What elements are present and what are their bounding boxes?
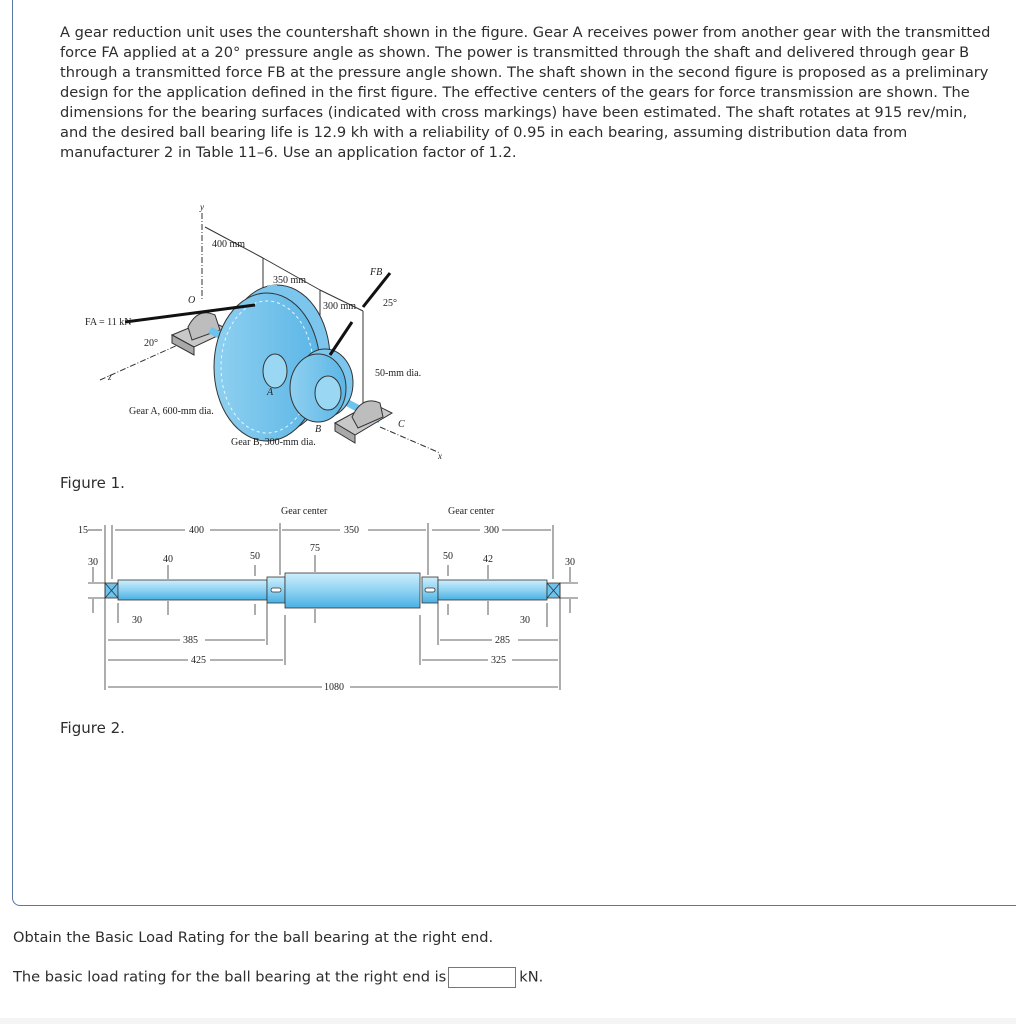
- dim-300: 300: [484, 525, 499, 536]
- gear-b-label: Gear B, 300-mm dia.: [231, 437, 316, 448]
- origin-label: O: [188, 295, 196, 306]
- gear-center-b-label: Gear center: [448, 506, 495, 517]
- dim-425: 425: [191, 655, 206, 666]
- dia-40: 40: [163, 554, 173, 565]
- dia-75: 75: [310, 543, 320, 554]
- dim-350: 350: [344, 525, 359, 536]
- shaft-section-75: [285, 573, 420, 608]
- dim-1080: 1080: [324, 682, 344, 693]
- figure-2-caption: Figure 2.: [60, 719, 125, 737]
- dia-50-right: 50: [443, 551, 453, 562]
- shaft-section-40: [118, 580, 267, 600]
- figure-2-shaft-drawing: [60, 495, 650, 705]
- fb-label: FB: [370, 267, 383, 278]
- gear-center-a-label: Gear center: [281, 506, 328, 517]
- shaft-dia-label: 50-mm dia.: [375, 368, 422, 379]
- dim-400mm: 400 mm: [212, 239, 246, 250]
- dim-385: 385: [183, 635, 198, 646]
- answer-prefix: The basic load rating for the ball bearing at the right end is: [13, 968, 447, 986]
- dia-30-left: 30: [88, 557, 98, 568]
- angle-20-label: 20°: [144, 338, 158, 349]
- dim-350mm: 350 mm: [273, 275, 307, 286]
- dia-30-right: 30: [565, 557, 575, 568]
- basic-load-rating-input[interactable]: [448, 967, 516, 988]
- point-b-label: B: [315, 424, 322, 435]
- dim-400: 400: [189, 525, 204, 536]
- fa-label: FA = 11 kN: [85, 317, 132, 328]
- gear-a-label: Gear A, 600-mm dia.: [129, 406, 214, 417]
- shaft-section-42: [438, 580, 547, 600]
- x-label: x: [438, 451, 442, 461]
- width-30-right: 30: [520, 615, 530, 626]
- question-prompt: Obtain the Basic Load Rating for the ball bearing at the right end.: [13, 929, 494, 946]
- point-c-label: C: [398, 419, 405, 430]
- dia-42: 42: [483, 554, 493, 565]
- y-label: y: [200, 202, 204, 212]
- z-label: z: [108, 372, 112, 382]
- page-footer-strip: [0, 1018, 1016, 1024]
- figure-1-countershaft: [80, 195, 460, 465]
- point-a-label: A: [267, 387, 274, 398]
- dia-50-left: 50: [250, 551, 260, 562]
- dim-325: 325: [491, 655, 506, 666]
- dim-300mm: 300 mm: [323, 301, 357, 312]
- answer-row: [13, 967, 543, 988]
- problem-text: A gear reduction unit uses the countershaft shown in the figure. Gear A receives power from another gear with the transmitted force FA applied at a 20° pressure angle as shown. The power is transmitted through the shaft and delivered through gear B through a transmitted force FB at the pressure angle shown. The shaft shown in the second figure is proposed as a preliminary design for the application defined in the first figure. The effective centers of the gears for force transmission are shown. The dimensions for the bearing surfaces (indicated with cross markings) have been estimated. The shaft rotates at 915 rev/min, and the desired ball bearing life is 12.9 kh with a reliability of 0.95 in each bearing, assuming distribution data from manufacturer 2 in Table 11–6. Use an application factor of 1.2.: [60, 24, 991, 161]
- angle-25-label: 25°: [383, 298, 397, 309]
- x-axis: [380, 427, 440, 453]
- figure-1-caption: Figure 1.: [60, 474, 125, 492]
- width-30-left: 30: [132, 615, 142, 626]
- answer-unit: kN.: [519, 968, 544, 986]
- dim-15: 15: [78, 525, 88, 536]
- dim-285: 285: [495, 635, 510, 646]
- problem-statement: [60, 23, 995, 163]
